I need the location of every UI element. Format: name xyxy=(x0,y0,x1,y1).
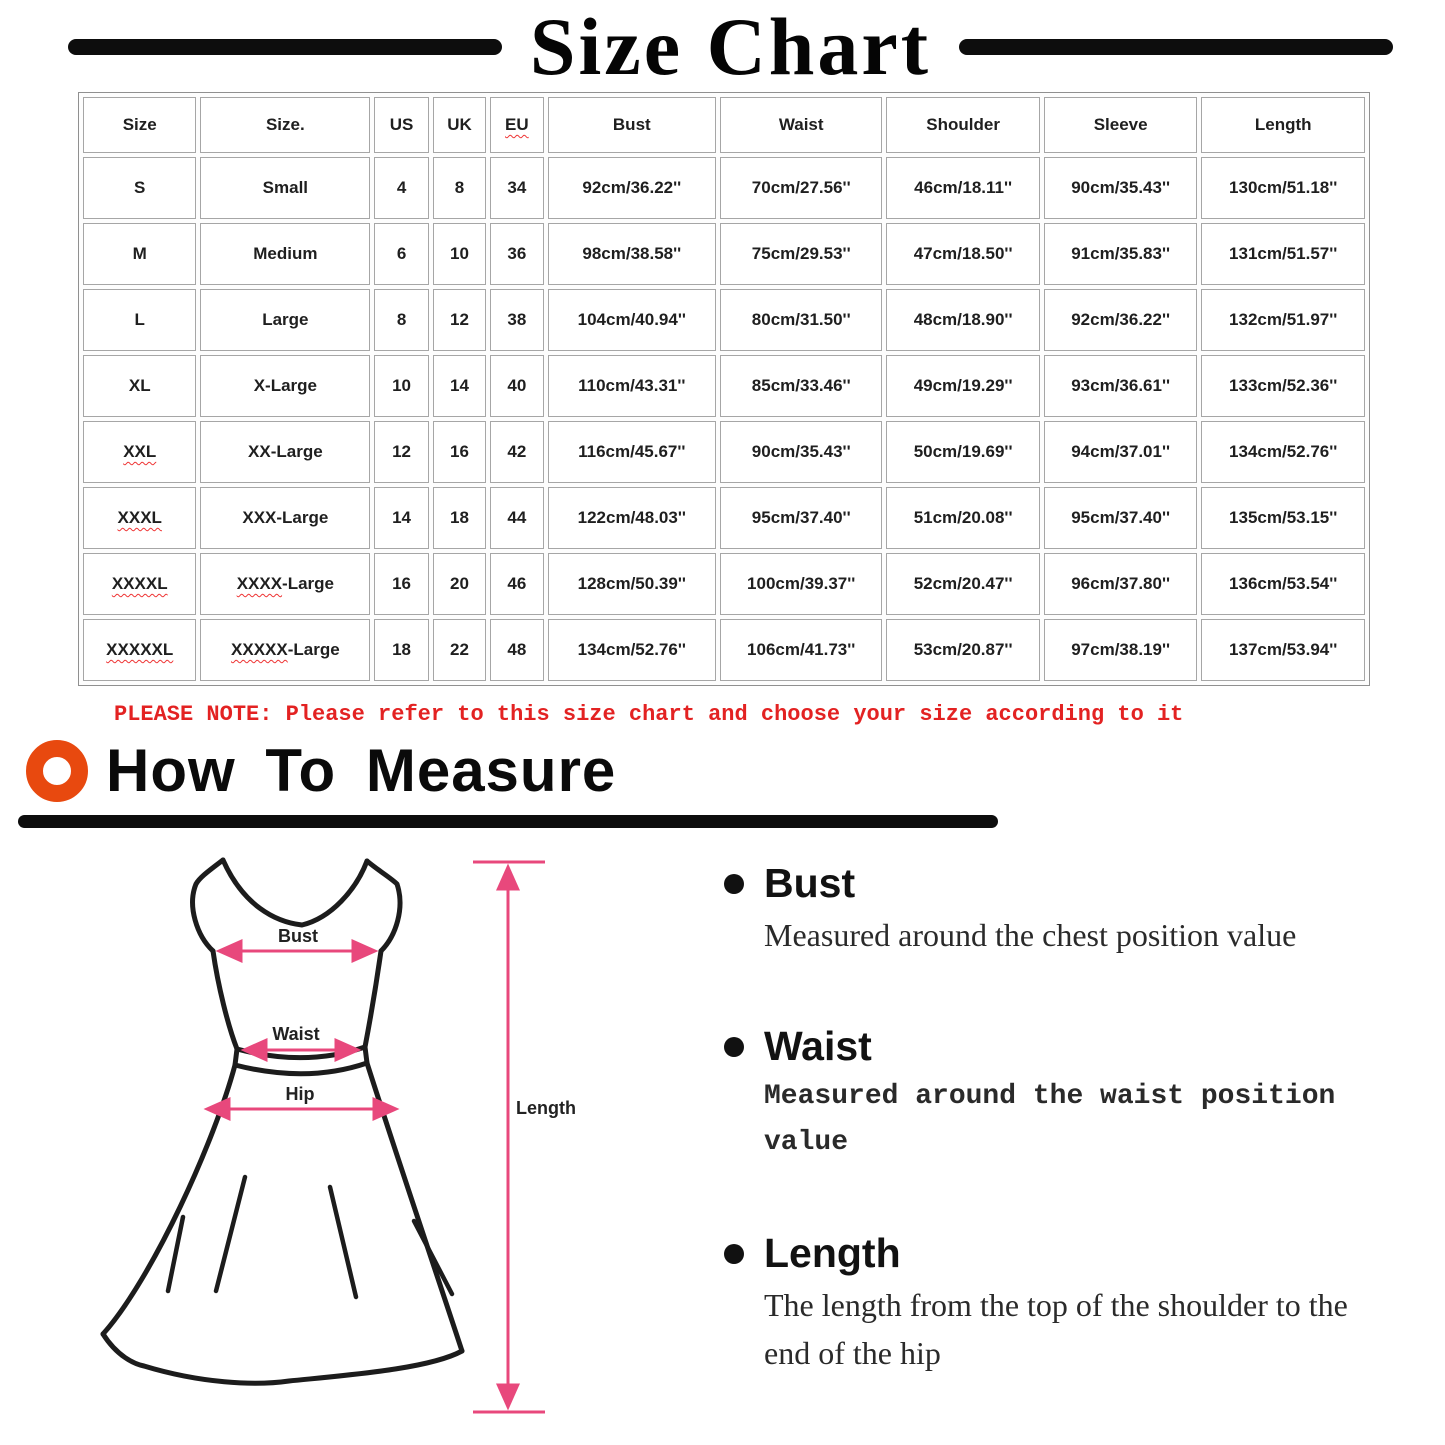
cell-text: 98cm/38.58'' xyxy=(582,244,682,263)
table-cell xyxy=(83,421,196,483)
table-cell xyxy=(1044,421,1198,483)
table-cell xyxy=(433,421,486,483)
cell-text: 134cm/52.76'' xyxy=(1229,442,1338,461)
bullet-icon xyxy=(724,1244,744,1264)
cell-text: 90cm/35.43'' xyxy=(1071,178,1171,197)
cell-text: 92cm/36.22'' xyxy=(1071,310,1171,329)
table-cell xyxy=(433,289,486,351)
cell-text: M xyxy=(132,244,147,263)
table-cell xyxy=(1044,289,1198,351)
header-cell xyxy=(83,97,196,153)
cell-text: 46 xyxy=(507,574,527,593)
table-cell xyxy=(83,289,196,351)
cell-text: Large xyxy=(262,310,309,329)
diagram-waist-label: Waist xyxy=(272,1024,320,1044)
table-cell xyxy=(1201,619,1365,681)
cell-text: -Large xyxy=(287,640,340,659)
cell-text: 122cm/48.03'' xyxy=(577,508,686,527)
cell-text: UK xyxy=(447,115,472,134)
measure-item-description: The length from the top of the shoulder to the end of the hip xyxy=(764,1287,1348,1372)
table-cell xyxy=(720,619,882,681)
header-cell xyxy=(886,97,1040,153)
cell-text: X-Large xyxy=(253,376,317,395)
cell-text: 100cm/39.37'' xyxy=(747,574,856,593)
bullet-icon xyxy=(724,1037,744,1057)
table-cell xyxy=(374,223,429,285)
cell-text: 53cm/20.87'' xyxy=(913,640,1013,659)
orange-ring-icon xyxy=(26,740,88,802)
cell-text: 94cm/37.01'' xyxy=(1071,442,1171,461)
header-cell xyxy=(548,97,717,153)
cell-text: Length xyxy=(1254,115,1312,134)
table-cell xyxy=(433,553,486,615)
table-cell xyxy=(1044,487,1198,549)
cell-text: 20 xyxy=(450,574,469,593)
cell-text: US xyxy=(389,115,414,134)
cell-text: 10 xyxy=(392,376,411,395)
cell-text: 92cm/36.22'' xyxy=(582,178,682,197)
cell-text: 48 xyxy=(507,640,527,659)
cell-text: 16 xyxy=(450,442,469,461)
table-cell xyxy=(490,421,543,483)
cell-text: XXXXXL xyxy=(106,640,174,659)
table-cell xyxy=(886,157,1040,219)
table-cell xyxy=(1044,157,1198,219)
measure-item xyxy=(712,1230,1372,1377)
table-cell xyxy=(1201,157,1365,219)
table-cell xyxy=(886,553,1040,615)
table-cell xyxy=(720,355,882,417)
table-row xyxy=(83,157,1365,219)
table-cell xyxy=(1044,223,1198,285)
cell-text: 97cm/38.19'' xyxy=(1071,640,1171,659)
table-row xyxy=(83,289,1365,351)
table-cell xyxy=(1044,619,1198,681)
cell-text: 40 xyxy=(507,376,527,395)
cell-text: 137cm/53.94'' xyxy=(1229,640,1338,659)
table-cell xyxy=(83,487,196,549)
cell-text: XXXXL xyxy=(111,574,168,593)
measure-list xyxy=(712,860,1372,1441)
table-cell xyxy=(1201,289,1365,351)
cell-text: 47cm/18.50'' xyxy=(913,244,1013,263)
header-cell xyxy=(433,97,486,153)
cell-text: 22 xyxy=(450,640,469,659)
cell-text: 34 xyxy=(507,178,527,197)
table-cell xyxy=(83,355,196,417)
size-table xyxy=(78,92,1370,686)
table-row xyxy=(83,487,1365,549)
cell-text: XXXXX xyxy=(231,640,288,659)
header-cell xyxy=(1044,97,1198,153)
table-cell xyxy=(83,223,196,285)
cell-text: 50cm/19.69'' xyxy=(913,442,1013,461)
table-cell xyxy=(886,355,1040,417)
cell-text: 8 xyxy=(396,310,407,329)
table-cell xyxy=(374,421,429,483)
table-cell xyxy=(886,289,1040,351)
table-cell xyxy=(374,355,429,417)
cell-text: 106cm/41.73'' xyxy=(747,640,856,659)
table-cell xyxy=(490,553,543,615)
table-cell xyxy=(83,553,196,615)
table-cell xyxy=(886,223,1040,285)
table-row xyxy=(83,421,1365,483)
table-cell xyxy=(200,619,370,681)
header-cell xyxy=(200,97,370,153)
cell-text: 4 xyxy=(396,178,407,197)
page-title: Size Chart xyxy=(529,1,932,92)
table-cell xyxy=(200,289,370,351)
cell-text: 134cm/52.76'' xyxy=(577,640,686,659)
cell-text: 80cm/31.50'' xyxy=(751,310,851,329)
cell-text: 18 xyxy=(450,508,469,527)
table-cell xyxy=(83,619,196,681)
cell-text: XXX-Large xyxy=(242,508,329,527)
title-rule-left xyxy=(68,39,502,55)
cell-text: 12 xyxy=(450,310,469,329)
cell-text: 95cm/37.40'' xyxy=(1071,508,1171,527)
header-cell xyxy=(720,97,882,153)
header-cell xyxy=(490,97,543,153)
table-cell xyxy=(200,421,370,483)
cell-text: XXL xyxy=(123,442,157,461)
diagram-bust-label: Bust xyxy=(278,926,318,946)
measure-item-title: Length xyxy=(764,1230,901,1277)
table-cell xyxy=(548,421,717,483)
table-cell xyxy=(886,619,1040,681)
cell-text: Size xyxy=(122,115,157,134)
measure-lines xyxy=(208,862,545,1412)
table-row xyxy=(83,355,1365,417)
cell-text: 44 xyxy=(507,508,527,527)
table-cell xyxy=(548,223,717,285)
cell-text: 91cm/35.83'' xyxy=(1071,244,1171,263)
table-cell xyxy=(720,223,882,285)
cell-text: 75cm/29.53'' xyxy=(751,244,851,263)
table-cell xyxy=(548,355,717,417)
cell-text: 42 xyxy=(507,442,527,461)
title-band xyxy=(0,1,1445,92)
table-cell xyxy=(374,619,429,681)
cell-text: 46cm/18.11'' xyxy=(914,178,1013,197)
cell-text: XXXX xyxy=(236,574,283,593)
table-cell xyxy=(548,157,717,219)
cell-text: 132cm/51.97'' xyxy=(1229,310,1338,329)
table-cell xyxy=(548,487,717,549)
table-cell xyxy=(374,487,429,549)
table-cell xyxy=(200,487,370,549)
cell-text: 93cm/36.61'' xyxy=(1071,376,1171,395)
table-cell xyxy=(1044,355,1198,417)
cell-text: 110cm/43.31'' xyxy=(578,376,686,395)
table-cell xyxy=(374,553,429,615)
how-to-measure-title: How To Measure xyxy=(106,737,617,804)
cell-text: 133cm/52.36'' xyxy=(1229,376,1338,395)
cell-text: 10 xyxy=(450,244,469,263)
table-cell xyxy=(490,223,543,285)
table-cell xyxy=(720,421,882,483)
cell-text: 95cm/37.40'' xyxy=(751,508,851,527)
cell-text: XL xyxy=(128,376,151,395)
header-row xyxy=(83,97,1365,153)
table-cell xyxy=(720,157,882,219)
cell-text: 14 xyxy=(392,508,411,527)
table-cell xyxy=(200,157,370,219)
table-cell xyxy=(1201,553,1365,615)
table-cell xyxy=(1044,553,1198,615)
cell-text: 52cm/20.47'' xyxy=(913,574,1013,593)
table-cell xyxy=(433,355,486,417)
table-cell xyxy=(200,355,370,417)
cell-text: 104cm/40.94'' xyxy=(577,310,686,329)
cell-text: EU xyxy=(505,115,529,134)
cell-text: 90cm/35.43'' xyxy=(751,442,851,461)
table-cell xyxy=(548,619,717,681)
table-cell xyxy=(433,157,486,219)
cell-text: 38 xyxy=(507,310,527,329)
measure-item-title: Waist xyxy=(764,1023,872,1070)
cell-text: Medium xyxy=(253,244,318,263)
cell-text: 49cm/19.29'' xyxy=(913,376,1013,395)
table-cell xyxy=(83,157,196,219)
cell-text: 130cm/51.18'' xyxy=(1229,178,1338,197)
table-row xyxy=(83,619,1365,681)
table-cell xyxy=(548,289,717,351)
table-cell xyxy=(490,355,543,417)
cell-text: Sleeve xyxy=(1093,115,1148,134)
cell-text: 135cm/53.15'' xyxy=(1229,508,1338,527)
cell-text: 51cm/20.08'' xyxy=(913,508,1013,527)
cell-text: 6 xyxy=(396,244,407,263)
table-cell xyxy=(548,553,717,615)
cell-text: Small xyxy=(262,178,309,197)
cell-text: 12 xyxy=(392,442,411,461)
table-cell xyxy=(433,487,486,549)
bullet-icon xyxy=(724,874,744,894)
table-cell xyxy=(433,223,486,285)
cell-text: 48cm/18.90'' xyxy=(913,310,1013,329)
cell-text: -Large xyxy=(282,574,335,593)
table-cell xyxy=(374,289,429,351)
cell-text: XX-Large xyxy=(248,442,323,461)
measure-item-description: Measured around the chest position value xyxy=(764,917,1297,954)
table-cell xyxy=(1201,355,1365,417)
cell-text: 16 xyxy=(392,574,411,593)
how-to-measure-header xyxy=(26,737,617,804)
dress-diagram xyxy=(40,850,660,1445)
table-cell xyxy=(1201,487,1365,549)
cell-text: XXXL xyxy=(117,508,162,527)
cell-text: S xyxy=(134,178,146,197)
diagram-length-label: Length xyxy=(516,1098,576,1118)
table-cell xyxy=(886,421,1040,483)
table-cell xyxy=(1201,223,1365,285)
table-row xyxy=(83,553,1365,615)
table-cell xyxy=(886,487,1040,549)
cell-text: 136cm/53.54'' xyxy=(1229,574,1338,593)
cell-text: 36 xyxy=(507,244,527,263)
diagram-hip-label: Hip xyxy=(285,1084,315,1104)
table-cell xyxy=(490,619,543,681)
cell-text: 128cm/50.39'' xyxy=(577,574,686,593)
table-cell xyxy=(374,157,429,219)
header-cell xyxy=(374,97,429,153)
cell-text: 70cm/27.56'' xyxy=(751,178,851,197)
cell-text: L xyxy=(134,310,145,329)
table-cell xyxy=(433,619,486,681)
header-cell xyxy=(1201,97,1365,153)
cell-text: 14 xyxy=(450,376,469,395)
size-table-wrap xyxy=(78,92,1370,686)
size-note: PLEASE NOTE: Please refer to this size chart and choose your size according to it xyxy=(114,702,1184,727)
cell-text: Shoulder xyxy=(926,115,1000,134)
table-cell xyxy=(720,289,882,351)
table-cell xyxy=(1201,421,1365,483)
table-cell xyxy=(200,553,370,615)
cell-text: 8 xyxy=(454,178,465,197)
table-cell xyxy=(490,157,543,219)
cell-text: 18 xyxy=(392,640,411,659)
title-rule-right xyxy=(959,39,1393,55)
table-cell xyxy=(720,487,882,549)
cell-text: Waist xyxy=(778,115,824,134)
measure-item xyxy=(712,1023,1372,1166)
table-row xyxy=(83,223,1365,285)
table-cell xyxy=(200,223,370,285)
cell-text: 131cm/51.57'' xyxy=(1229,244,1338,263)
table-cell xyxy=(720,553,882,615)
measure-item-title: Bust xyxy=(764,860,856,906)
cell-text: 116cm/45.67'' xyxy=(578,442,686,461)
cell-text: 85cm/33.46'' xyxy=(751,376,851,395)
measure-item-description: Measured around the waist position value xyxy=(764,1081,1336,1159)
cell-text: 96cm/37.80'' xyxy=(1071,574,1171,593)
table-cell xyxy=(490,487,543,549)
table-cell xyxy=(490,289,543,351)
cell-text: Bust xyxy=(612,115,651,134)
how-to-measure-rule xyxy=(18,815,998,828)
measure-item xyxy=(712,860,1372,959)
cell-text: Size. xyxy=(265,115,305,134)
